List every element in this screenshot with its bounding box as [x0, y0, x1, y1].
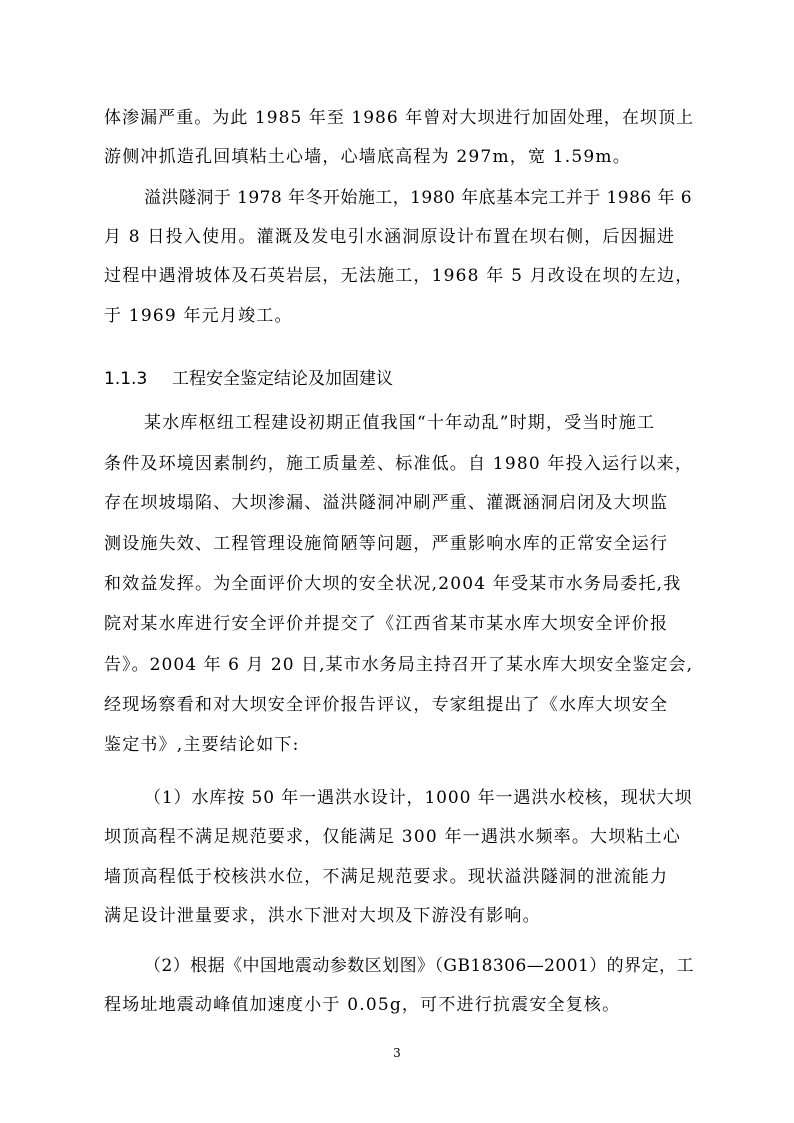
paragraph-3-line-6: 院对某水库进行安全评价并提交了《江西省某市某水库大坝安全评价报 — [104, 614, 669, 634]
paragraph-5-line-1: （2）根据《中国地震动参数区划图》（GB18306—2001）的界定，工 — [144, 956, 694, 976]
paragraph-1-line-1: 体渗漏严重。为此 1985 年至 1986 年曾对大坝进行加固处理，在坝顶上 — [104, 108, 695, 128]
paragraph-2-line-1: 溢洪隧洞于 1978 年冬开始施工，1980 年底基本完工并于 1986 年 6 — [144, 188, 693, 208]
paragraph-4-line-3: 墙顶高程低于校核洪水位，不满足规范要求。现状溢洪隧洞的泄流能力 — [104, 867, 669, 887]
paragraph-3-line-4: 测设施失效、工程管理设施简陋等问题，严重影响水库的正常安全运行 — [104, 534, 669, 554]
section-title: 工程安全鉴定结论及加固建议 — [172, 369, 393, 389]
page-number: 3 — [393, 1046, 401, 1060]
section-number: 1.1.3 — [104, 369, 148, 389]
paragraph-1-line-2: 游侧冲抓造孔回填粘土心墙，心墙底高程为 297m，宽 1.59m。 — [104, 147, 631, 167]
paragraph-4-line-4: 满足设计泄量要求，洪水下泄对大坝及下游没有影响。 — [104, 906, 541, 926]
paragraph-4-line-1: （1）水库按 50 年一遇洪水设计，1000 年一遇洪水校核，现状大坝 — [144, 788, 693, 808]
paragraph-3-line-3: 存在坝坡塌陷、大坝渗漏、溢洪隧洞冲刷严重、灌溉涵洞启闭及大坝监 — [104, 493, 669, 513]
paragraph-2-line-4: 于 1969 年元月竣工。 — [104, 306, 293, 326]
paragraph-3-line-8: 经现场察看和对大坝安全评价报告评议，专家组提出了《水库大坝安全 — [104, 695, 669, 715]
paragraph-3-line-2: 条件及环境因素制约，施工质量差、标准低。自 1980 年投入运行以来， — [104, 454, 694, 474]
paragraph-3-line-7: 告》。2004 年 6 月 20 日,某市水务局主持召开了某水库大坝安全鉴定会, — [104, 655, 694, 675]
paragraph-4-line-2: 坝顶高程不满足规范要求，仅能满足 300 年一遇洪水频率。大坝粘土心 — [104, 827, 682, 847]
paragraph-3-line-5: 和效益发挥。为全面评价大坝的安全状况,2004 年受某市水务局委托,我 — [104, 574, 682, 594]
section-heading — [104, 368, 393, 390]
paragraph-5-line-2: 程场址地震动峰值加速度小于 0.05g，可不进行抗震安全复核。 — [104, 995, 621, 1015]
paragraph-3-line-1: 某水库枢纽工程建设初期正值我国“十年动乱”时期，受当时施工 — [144, 413, 656, 433]
paragraph-3-line-9: 鉴定书》,主要结论如下: — [104, 735, 300, 755]
paragraph-2-line-2: 月 8 日投入使用。灌溉及发电引水涵洞原设计布置在坝右侧，后因掘进 — [104, 227, 676, 247]
paragraph-2-line-3: 过程中遇滑坡体及石英岩层，无法施工，1968 年 5 月改设在坝的左边， — [104, 266, 694, 286]
